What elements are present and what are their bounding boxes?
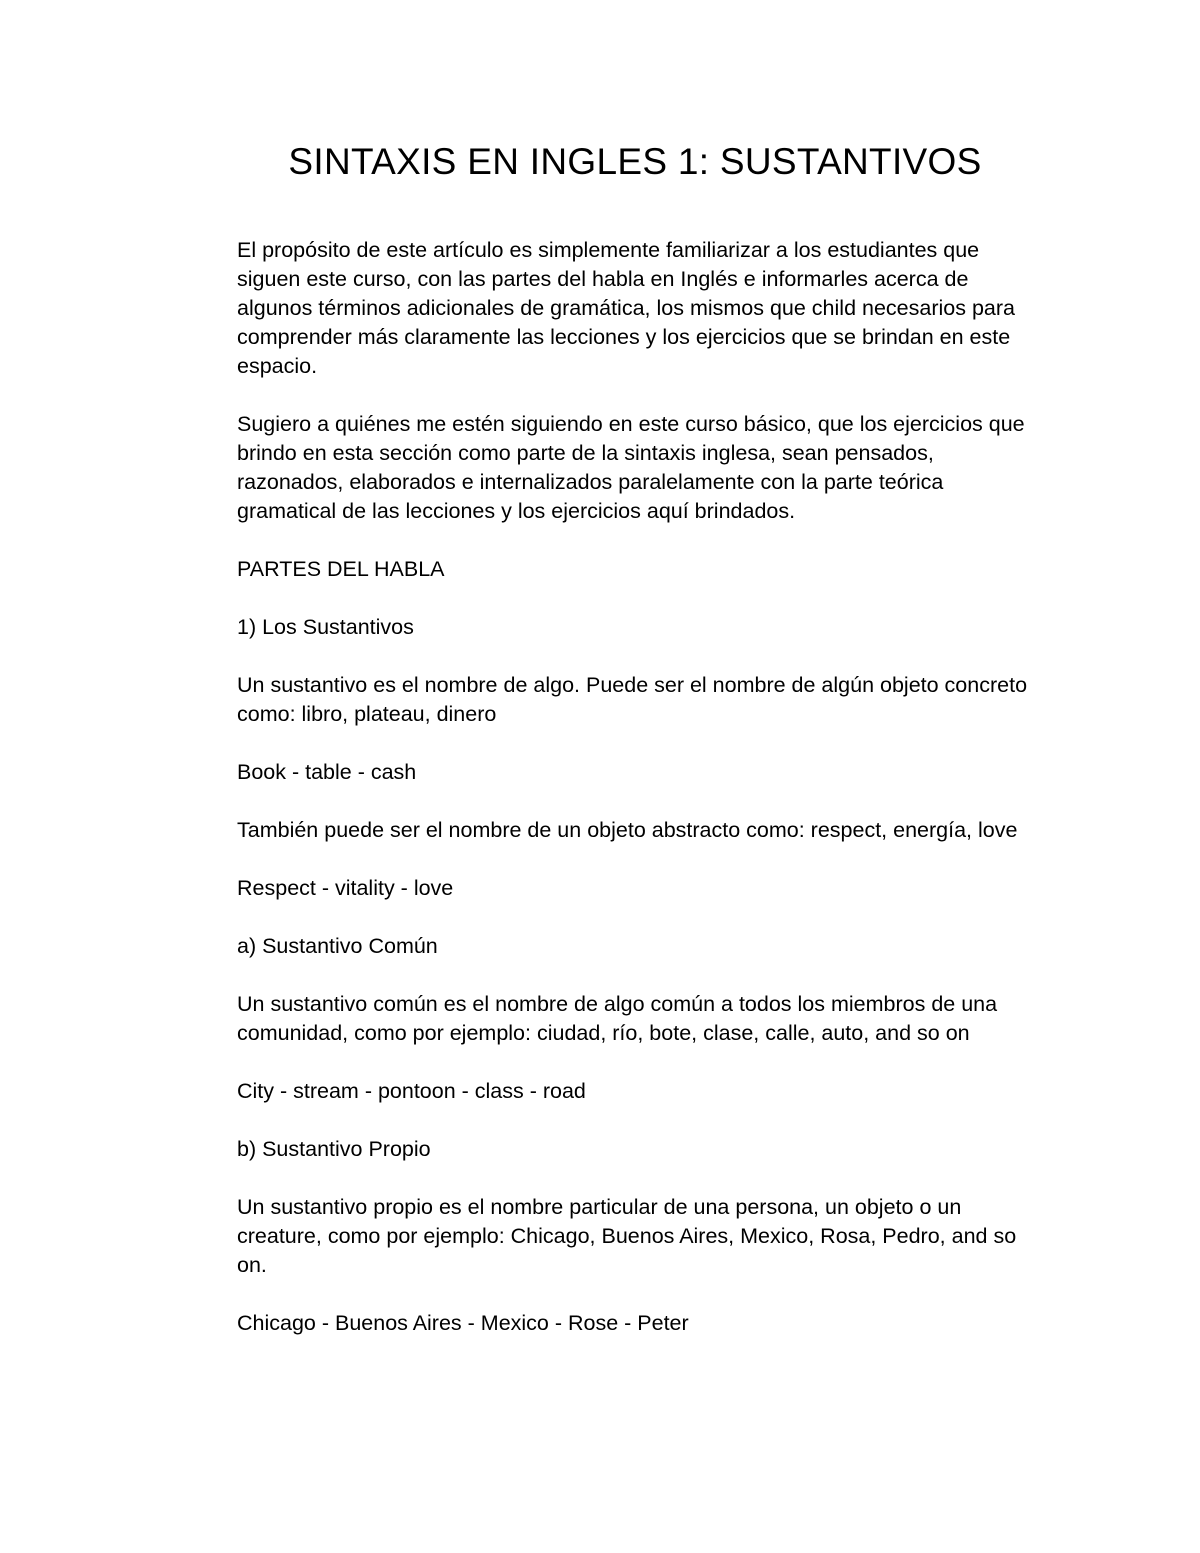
section-heading-partes-del-habla: PARTES DEL HABLA — [237, 557, 445, 581]
sustantivo-definition-paragraph: Un sustantivo es el nombre de algo. Puede ser el nombre de algún objeto concreto como: libro, plateau, dinero — [237, 673, 1028, 726]
subheading-sustantivo-propio: b) Sustantivo Propio — [237, 1137, 431, 1161]
subheading-los-sustantivos: 1) Los Sustantivos — [237, 615, 414, 639]
comun-examples-line: City - stream - pontoon - class - road — [237, 1079, 586, 1103]
intro-paragraph: El propósito de este artículo es simplemente familiarizar a los estudiantes que siguen este curso, con las partes del habla en Inglés e informarles acerca de algunos términos adicionales de gramática, los mismos que child necesarios para comprender más claramente las lecciones y los ejercicios que se brindan en este espacio. — [237, 238, 1015, 378]
comun-definition-paragraph: Un sustantivo común es el nombre de algo común a todos los miembros de una comunidad, como por ejemplo: ciudad, río, bote, clase, calle, auto, and so on — [237, 992, 998, 1045]
page-title: SINTAXIS EN INGLES 1: SUSTANTIVOS — [288, 141, 982, 182]
document-body — [237, 236, 1037, 1367]
concrete-examples-line: Book - table - cash — [237, 760, 417, 784]
abstract-definition-paragraph: También puede ser el nombre de un objeto abstracto como: respect, energía, love — [237, 818, 1018, 842]
subheading-sustantivo-comun: a) Sustantivo Común — [237, 934, 438, 958]
propio-definition-paragraph: Un sustantivo propio es el nombre particular de una persona, un objeto o un creature, como por ejemplo: Chicago, Buenos Aires, Mexico, Rosa, Pedro, and so on. — [237, 1195, 1017, 1277]
abstract-examples-line: Respect - vitality - love — [237, 876, 454, 900]
propio-examples-line: Chicago - Buenos Aires - Mexico - Rose - Peter — [237, 1311, 689, 1335]
suggestion-paragraph: Sugiero a quiénes me estén siguiendo en este curso básico, que los ejercicios que brindo en esta sección como parte de la sintaxis inglesa, sean pensados, razonados, elaborados e internalizados paralelamente con la parte teórica gramatical de las lecciones y los ejercicios aquí brindados. — [237, 412, 1025, 523]
